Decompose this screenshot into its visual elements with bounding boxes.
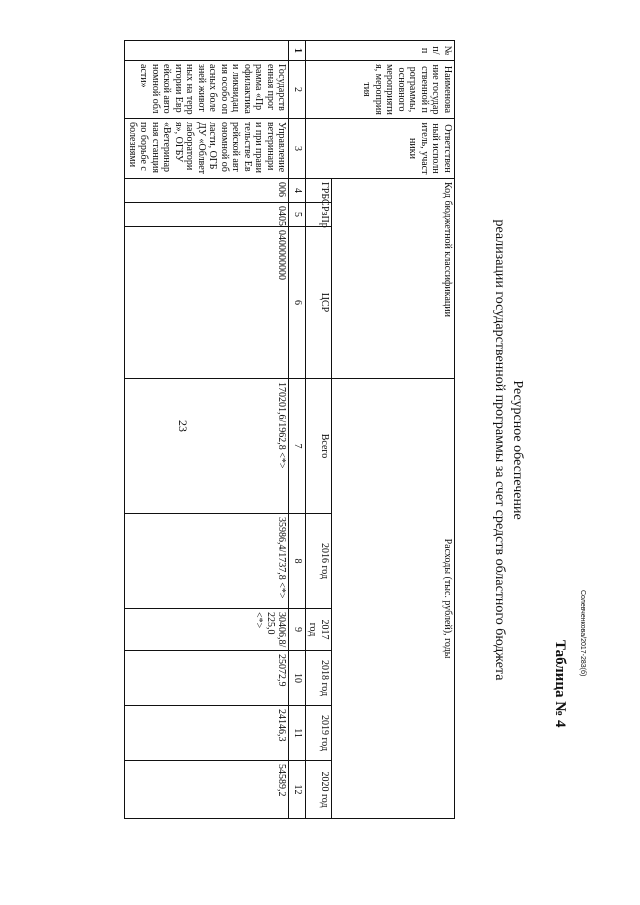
col-budget-code-header: Код бюджетной классификации xyxy=(332,179,455,379)
col-name-header: Наименование государственной программы, основного мероприятия, мероприятия xyxy=(306,61,455,119)
column-numbers-row xyxy=(289,41,306,819)
row-csr: 0400000000 xyxy=(125,227,289,379)
col-number: 3 xyxy=(289,119,306,179)
title-line-2: реализации государственной программы за счет средств областного бюджета xyxy=(492,219,507,681)
col-no-header: № п/п xyxy=(306,41,455,61)
sub-grbs: ГРБС xyxy=(306,179,332,203)
sub-rzpr: РзПр xyxy=(306,203,332,227)
row-rzpr: 0405 xyxy=(125,203,289,227)
row-2017: 30406,8/ 225,0 <*> xyxy=(125,609,289,651)
sub-2020: 2020 год xyxy=(306,761,332,819)
col-number: 5 xyxy=(289,203,306,227)
row-2016: 35986,4/1737,8 <*> xyxy=(125,514,289,609)
col-number: 8 xyxy=(289,514,306,609)
sub-total: Всего xyxy=(306,379,332,514)
sub-2019: 2019 год xyxy=(306,706,332,761)
table-row xyxy=(125,41,289,819)
col-number: 9 xyxy=(289,609,306,651)
col-number: 2 xyxy=(289,61,306,119)
row-responsible: Управление ветеринарии при правительстве Еврейской автономной области, ОГБДУ «Облветлаборатория», ОГБУ «Ветеринарная станция по борьбе с болезнями xyxy=(125,119,289,179)
sub-2016: 2016 год xyxy=(306,514,332,609)
row-no xyxy=(125,41,289,61)
table-label: Таблица № 4 xyxy=(552,640,568,728)
row-2019: 24146,3 xyxy=(125,706,289,761)
footer-code: Солевченкова/2017-283(б) xyxy=(579,590,586,677)
row-grbs: 006 xyxy=(125,179,289,203)
rotated-page xyxy=(127,40,586,830)
col-number: 1 xyxy=(289,41,306,61)
col-number: 4 xyxy=(289,179,306,203)
col-expenses-header: Расходы (тыс. рублей), годы xyxy=(332,379,455,819)
page-number: 23 xyxy=(176,420,190,432)
sub-2017: 2017 год xyxy=(306,609,332,651)
row-program-name: Государственная программа «Профилактика и ликвидация особо опасных болезней животных на территории Еврейской автономной области» xyxy=(125,61,289,119)
col-number: 10 xyxy=(289,651,306,706)
col-number: 11 xyxy=(289,706,306,761)
row-total: 170201,6/1962,8 <*> xyxy=(125,379,289,514)
resource-table xyxy=(125,40,456,819)
title-line-1: Ресурсное обеспечение xyxy=(510,380,525,520)
col-number: 6 xyxy=(289,227,306,379)
header-row xyxy=(332,41,455,819)
col-resp-header: Ответственный исполнитель, участники xyxy=(306,119,455,179)
sub-2018: 2018 год xyxy=(306,651,332,706)
col-number: 7 xyxy=(289,379,306,514)
sub-csr: ЦСР xyxy=(306,227,332,379)
col-number: 12 xyxy=(289,761,306,819)
row-2020: 54589,2 xyxy=(125,761,289,819)
row-2018: 25072,9 xyxy=(125,651,289,706)
